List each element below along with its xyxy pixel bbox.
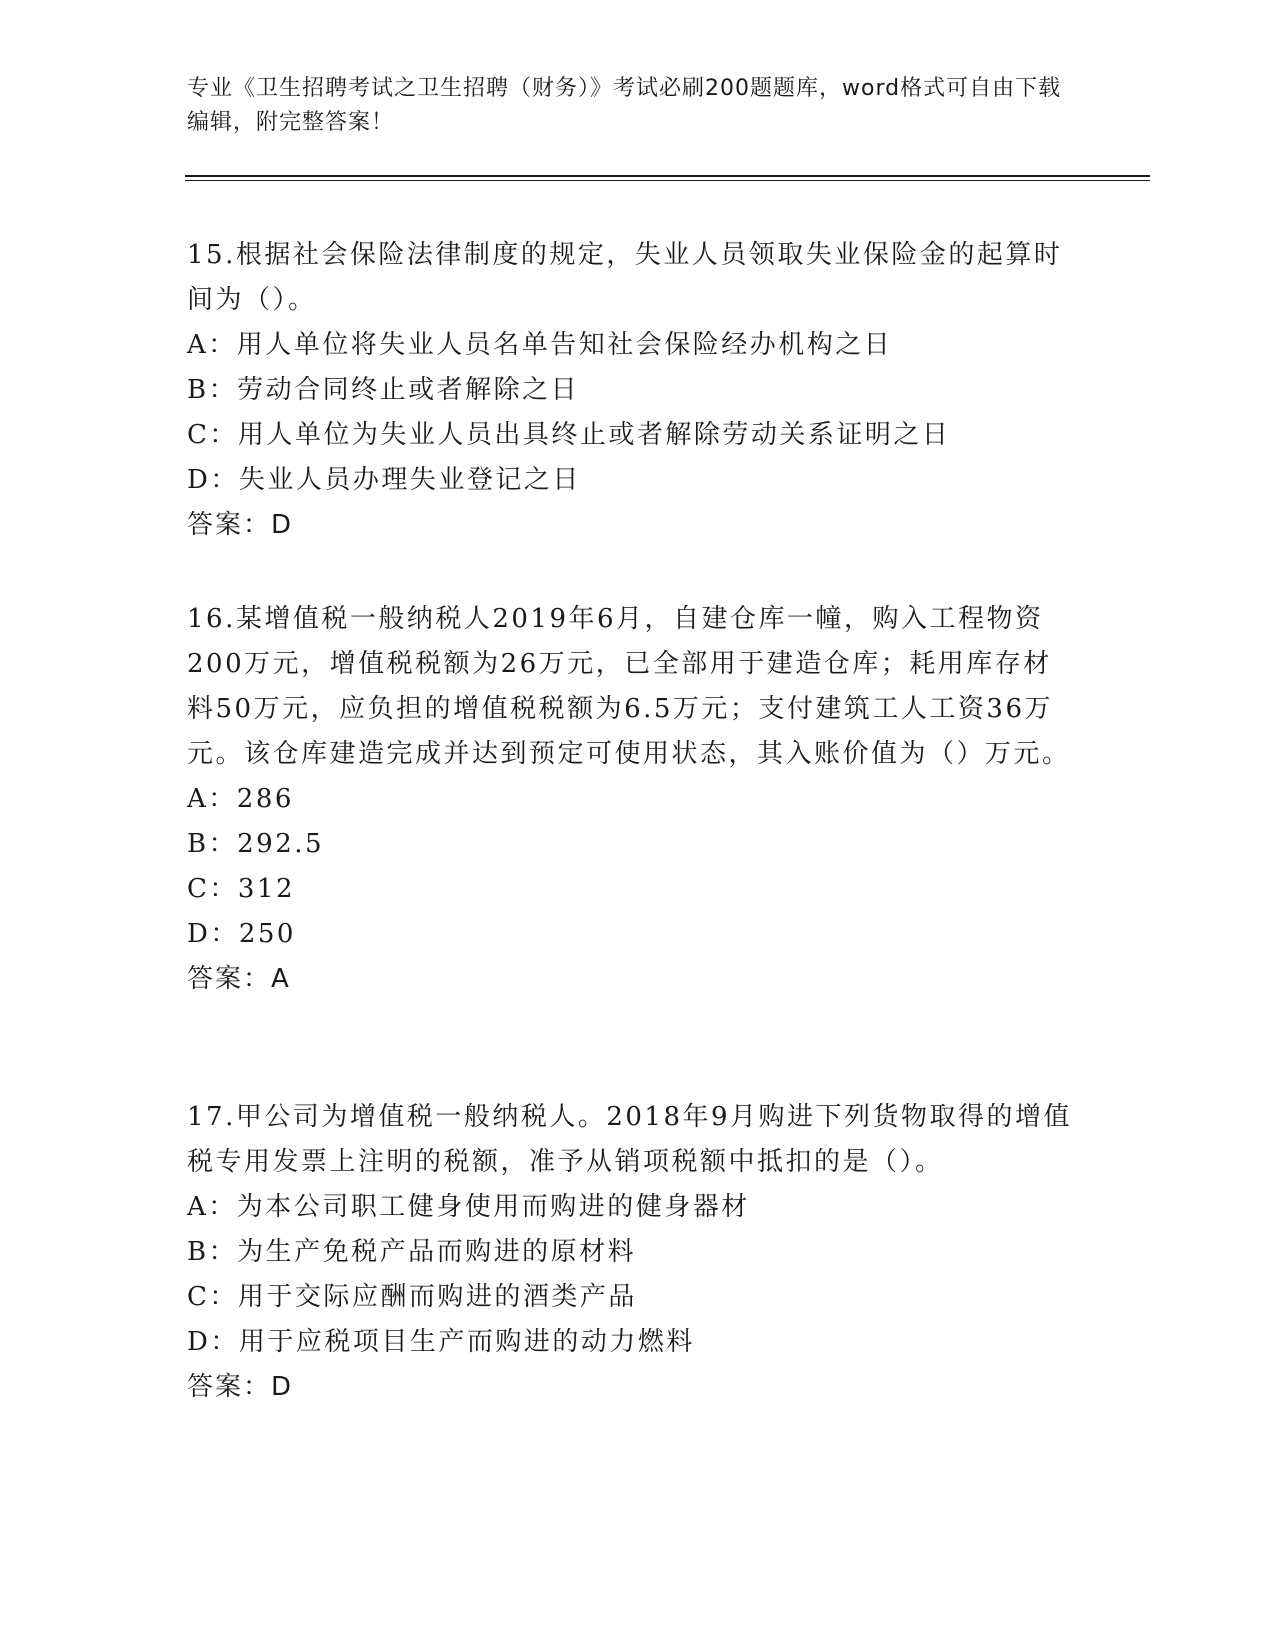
option-a: A：为本公司职工健身使用而购进的健身器材 <box>187 1192 750 1222</box>
option-b: B：为生产免税产品而购进的原材料 <box>187 1237 637 1267</box>
header-divider-thin <box>185 180 1150 181</box>
option-b: B：劳动合同终止或者解除之日 <box>187 375 580 405</box>
option-a: A：用人单位将失业人员名单告知社会保险经办机构之日 <box>187 330 893 360</box>
answer: 答案：A <box>187 964 291 994</box>
question-stem: 16.某增值税一般纳税人2019年6月，自建仓库一幢，购入工程物资200万元，增值税税额为26万元，已全部用于建造仓库；耗用库存材料50万元，应负担的增值税税额为6.5万元；支付建筑工人工资36万元。该仓库建造完成并达到预定可使用状态，其入账价值为（）万元。 <box>187 604 1071 769</box>
header-divider-thick <box>185 175 1150 177</box>
question-stem: 15.根据社会保险法律制度的规定，失业人员领取失业保险金的起算时间为（）。 <box>187 240 1063 315</box>
question-16 <box>187 597 1077 1002</box>
option-d: D：用于应税项目生产而购进的动力燃料 <box>187 1327 695 1357</box>
option-a: A：286 <box>187 784 294 814</box>
option-d: D：失业人员办理失业登记之日 <box>187 465 581 495</box>
option-b: B：292.5 <box>187 829 325 859</box>
question-stem: 17.甲公司为增值税一般纳税人。2018年9月购进下列货物取得的增值税专用发票上注明的税额，准予从销项税额中抵扣的是（）。 <box>187 1102 1073 1177</box>
question-17 <box>187 1095 1077 1410</box>
option-c: C：用人单位为失业人员出具终止或者解除劳动关系证明之日 <box>187 420 951 450</box>
option-c: C：312 <box>187 874 296 904</box>
answer: 答案：D <box>187 1372 294 1402</box>
answer: 答案：D <box>187 510 294 540</box>
option-c: C：用于交际应酬而购进的酒类产品 <box>187 1282 637 1312</box>
option-d: D：250 <box>187 919 296 949</box>
document-header: 专业《卫生招聘考试之卫生招聘（财务）》考试必刷200题题库，word格式可自由下载编辑，附完整答案！ <box>187 76 1062 135</box>
question-15 <box>187 233 1077 548</box>
